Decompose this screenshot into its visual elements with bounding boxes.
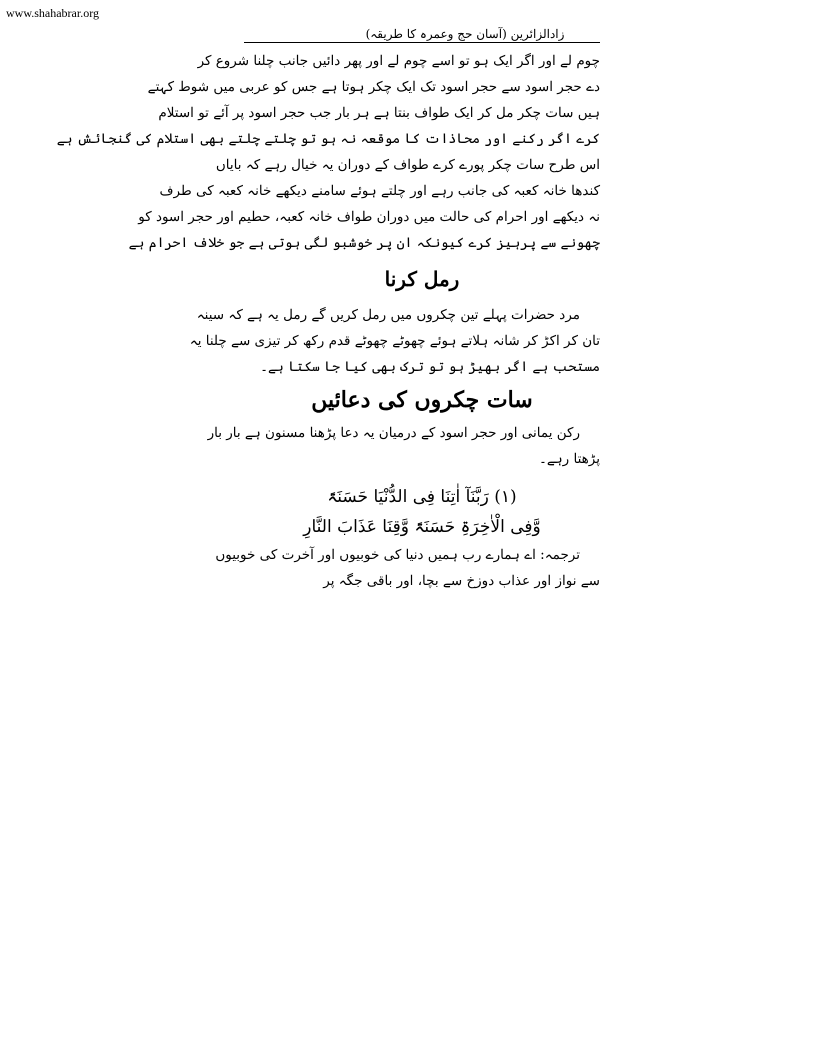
paragraph-raml <box>189 302 600 380</box>
text-line: مرد حضرات پہلے تین چکروں میں رمل کریں گے رمل یہ ہے کہ سینہ <box>196 307 580 323</box>
section-heading-raml: رمل کرنا <box>384 267 460 291</box>
page-content <box>56 48 600 594</box>
paragraph-tawaf <box>56 48 600 256</box>
text-line: دے حجر اسود سے حجر اسود تک ایک چکر ہوتا ہے جس کو عربی میں شوط کہتے <box>147 79 600 95</box>
text-line: سے نواز اور عذاب دوزخ سے بچا، اور باقی جگہ پر <box>323 573 600 589</box>
text-line: چھونے سے پرہیز کرے کیونکہ ان پر خوشبو لگی ہوتی ہے جو خلاف احرام ہے <box>128 235 600 251</box>
text-line: چوم لے اور اگر ایک ہو تو اسے چوم لے اور پھر دائیں جانب چلنا شروع کر <box>197 53 600 69</box>
text-line: کرے اگر رکنے اور محاذات کا موقعہ نہ ہو تو چلتے چلتے بھی استلام کی گنجائش ہے <box>56 131 600 147</box>
section-heading-duas: سات چکروں کی دعائیں <box>311 387 533 413</box>
paragraph-rukn-yamani <box>207 420 600 472</box>
text-line: ترجمہ: اے ہمارے رب ہمیں دنیا کی خوبیوں اور آخرت کی خوبیوں <box>215 547 580 563</box>
text-line: تان کر اکڑ کر شانہ ہلاتے ہوئے چھوٹے چھوٹے قدم رکھ کر تیزی سے چلنا یہ <box>189 333 600 349</box>
paragraph-translation <box>215 542 600 594</box>
text-line: اس طرح سات چکر پورے کرے طواف کے دوران یہ خیال رہے کہ بایاں <box>215 157 600 173</box>
dua-arabic <box>244 482 600 542</box>
dua-line: (۱) رَبَّنَآ اٰتِنَا فِی الدُّنْیَا حَسَنَۃً <box>327 487 517 507</box>
site-url: www.shahabrar.org <box>6 6 99 20</box>
text-line: پڑھتا رہے۔ <box>538 451 600 467</box>
text-line: مستحب ہے اگر بھیڑ ہو تو ترک بھی کیا جا سکتا ہے۔ <box>260 359 600 375</box>
text-line: کندھا خانہ کعبہ کی جانب رہے اور چلتے ہوئے سامنے دیکھے خانہ کعبہ کی طرف <box>159 183 600 199</box>
text-line: نہ دیکھے اور احرام کی حالت میں دوران طواف خانہ کعبہ، حطیم اور حجر اسود کو <box>138 209 600 225</box>
header-divider <box>244 42 600 43</box>
text-line: ہیں سات چکر مل کر ایک طواف بنتا ہے ہر بار جب حجر اسود پر آئے تو استلام <box>158 105 600 121</box>
dua-line: وَّفِی الْاٰخِرَۃِ حَسَنَۃً وَّقِنَا عَذَابَ النَّارِ <box>303 517 541 537</box>
page-header-title: زادالزائرین (آسان حج وعمرہ کا طریقہ) <box>365 27 565 41</box>
text-line: رکن یمانی اور حجر اسود کے درمیان یہ دعا پڑھنا مسنون ہے بار بار <box>207 425 580 441</box>
